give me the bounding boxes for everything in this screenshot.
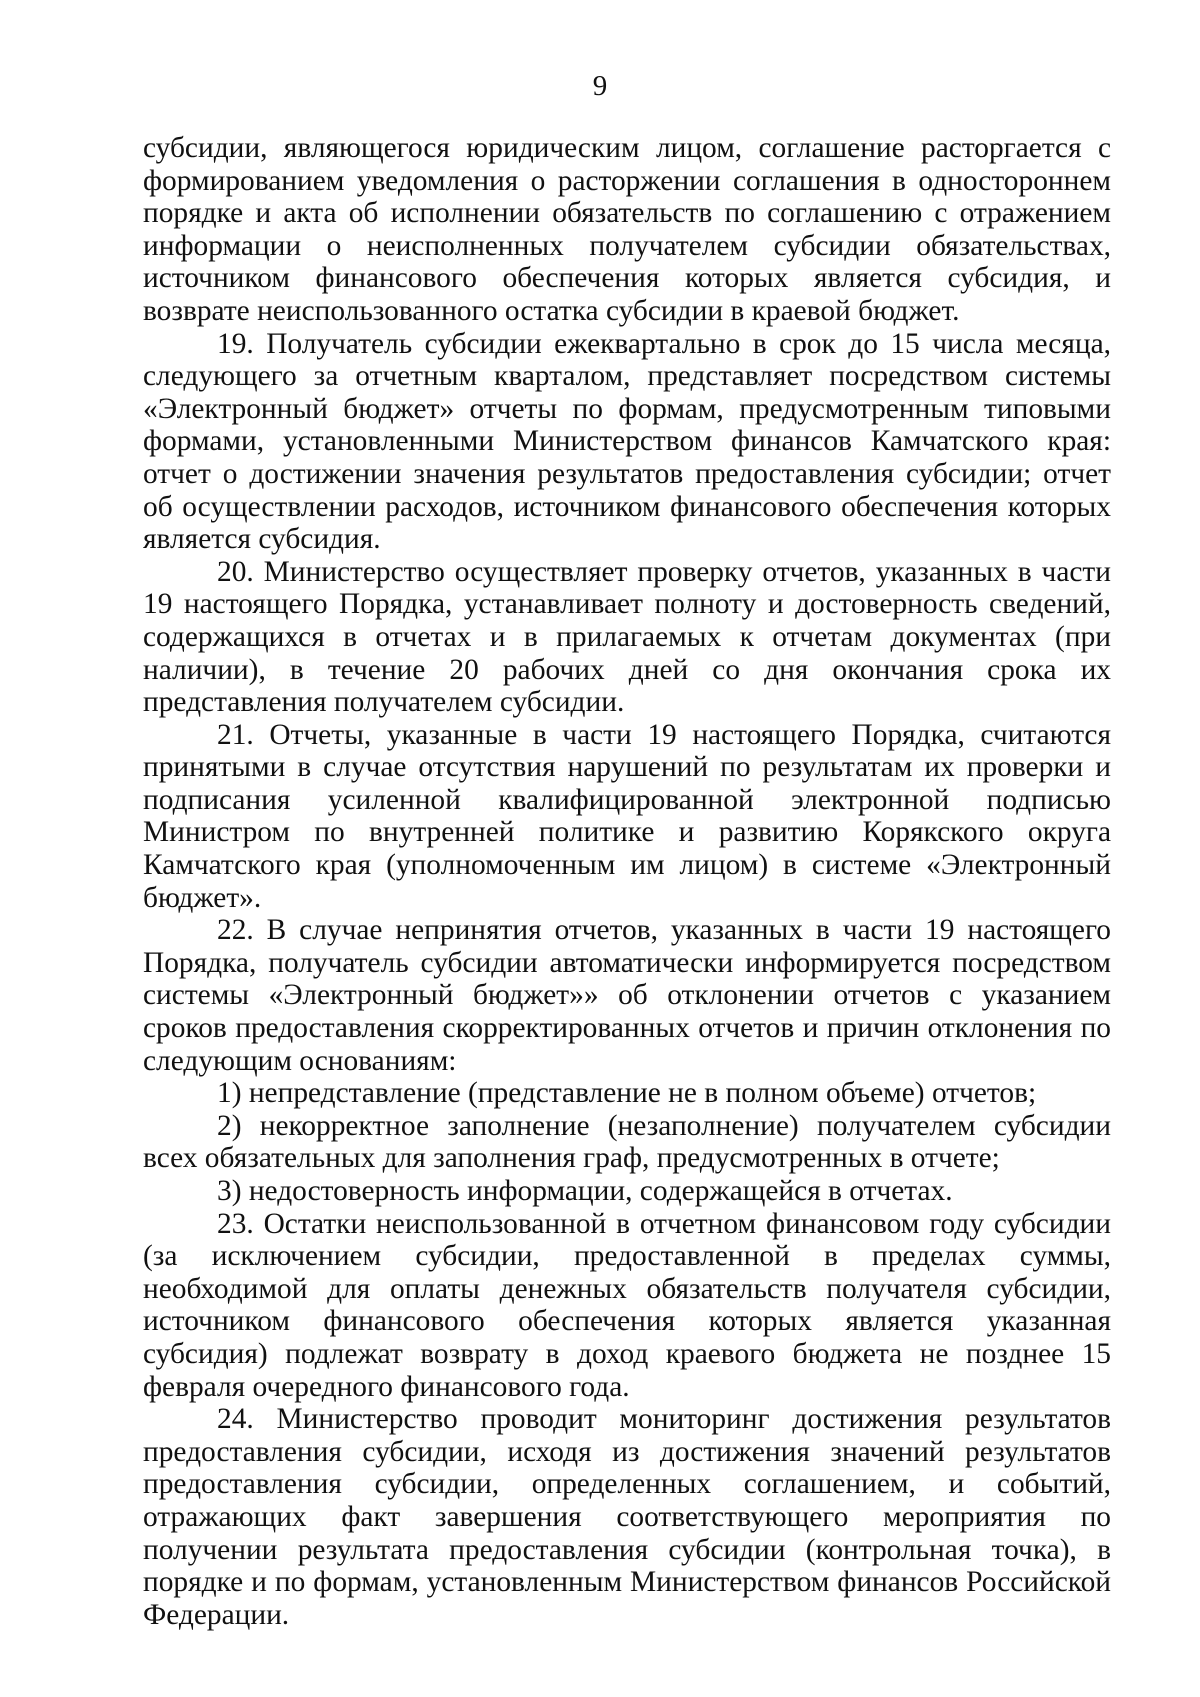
paragraph-21: 21. Отчеты, указанные в части 19 настоящего Порядка, считаются принятыми в случае отсутствия нарушений по результатам их проверки и подписания усиленной квалифицированной электронной подписью Министром по внутренней политике и развитию Корякского округа Камчатского края (уполномоченным им лицом) в системе «Электронный бюджет». <box>143 718 1111 914</box>
page-number: 9 <box>592 70 608 102</box>
list-item-1: 1) непредставление (представление не в полном объеме) отчетов; <box>217 1077 1037 1110</box>
list-item-3: 3) недостоверность информации, содержащейся в отчетах. <box>217 1175 953 1207</box>
paragraph-20: 20. Министерство осуществляет проверку отчетов, указанных в части 19 настоящего Порядка, устанавливает полноту и достоверность сведений, содержащихся в отчетах и в прилагаемых к отчетам документах (при наличии), в течение 20 рабочих дней со дня окончания срока их представления получателем субсидии. <box>143 555 1111 719</box>
paragraph-24: 24. Министерство проводит мониторинг достижения результатов предоставления субсидии, исходя из достижения значений результатов предоставления субсидии, определенных соглашением, и событий, отражающих факт завершения соответствующего мероприятия по получении результата предоставления субсидии (контрольная точка), в порядке и по формам, установленным Министерством финансов Российской Федерации. <box>143 1403 1111 1631</box>
paragraph-22: 22. В случае непринятия отчетов, указанных в части 19 настоящего Порядка, получатель субсидии автоматически информируется посредством системы «Электронный бюджет»» об отклонении отчетов с указанием сроков предоставления скорректированных отчетов и причин отклонения по следующим основаниям: <box>143 914 1111 1077</box>
paragraph-continuation: субсидии, являющегося юридическим лицом, соглашение расторгается с формированием уведомления о расторжении соглашения в одностороннем порядке и акта об исполнении обязательств по соглашению с отражением информации о неисполненных получателем субсидии обязательствах, источником финансового обеспечения которых является субсидия, и возврате неиспользованного остатка субсидии в краевой бюджет. <box>143 132 1111 327</box>
list-item-2: 2) некорректное заполнение (незаполнение) получателем субсидии всех обязательных для заполнения граф, предусмотренных в отчете; <box>143 1109 1111 1175</box>
paragraph-23: 23. Остатки неиспользованной в отчетном финансовом году субсидии (за исключением субсидии, предоставленной в пределах суммы, необходимой для оплаты денежных обязательств получателя субсидии, источником финансового обеспечения которых является указанная субсидия) подлежат возврату в доход краевого бюджета не позднее 15 февраля очередного финансового года. <box>143 1207 1111 1403</box>
paragraph-19: 19. Получатель субсидии ежеквартально в срок до 15 числа месяца, следующего за отчетным кварталом, представляет посредством системы «Электронный бюджет» отчеты по формам, предусмотренным типовыми формами, установленными Министерством финансов Камчатского края: отчет о достижении значения результатов предоставления субсидии; отчет об осуществлении расходов, источником финансового обеспечения которых является субсидия. <box>143 327 1111 556</box>
document-body <box>143 132 1111 1631</box>
